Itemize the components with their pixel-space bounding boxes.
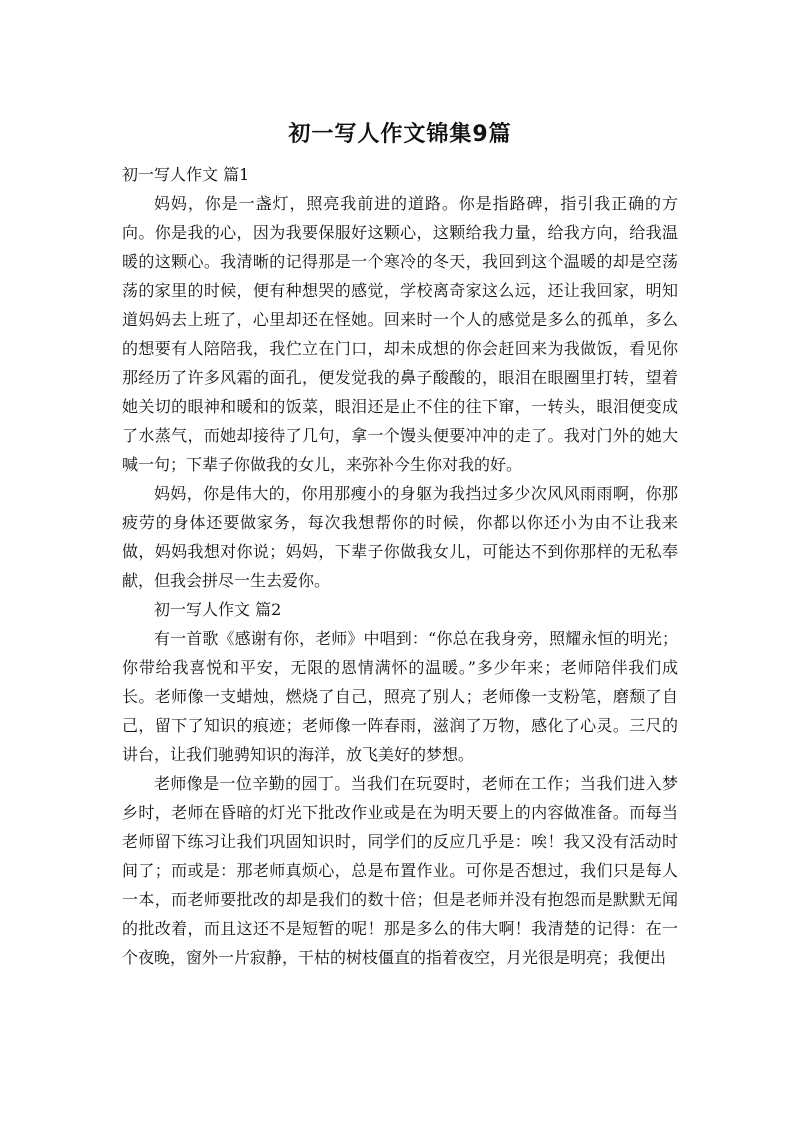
document-body <box>122 160 678 972</box>
document-title: 初一写人作文锦集9篇 <box>288 122 512 147</box>
paragraph: 老师像是一位辛勤的园丁。当我们在玩耍时，老师在工作；当我们进入梦乡时，老师在昏暗的灯光下批改作业或是在为明天要上的内容做准备。而每当老师留下练习让我们巩固知识时，同学们的反应几乎是：唉！我又没有活动时间了；而或是：那老师真烦心，总是布置作业。可你是否想过，我们只是每人一本，而老师要批改的却是我们的数十倍；但是老师并没有抱怨而是默默无闻的批改着，而且这还不是短暂的呢！那是多么的伟大啊！我清楚的记得：在一个夜晚，窗外一片寂静，干枯的树枝僵直的指着夜空，月光很是明亮；我便出 <box>122 774 678 967</box>
paragraph: 妈妈，你是伟大的，你用那瘦小的身躯为我挡过多少次风风雨雨啊，你那疲劳的身体还要做家务，每次我想帮你的时候，你都以你还小为由不让我来做，妈妈我想对你说；妈妈，下辈子你做我女儿，可能达不到你那样的无私奉献，但我会拼尽一生去爱你。 <box>122 484 678 590</box>
section-heading-2: 初一写人作文 篇2 <box>154 600 282 619</box>
section-heading-1: 初一写人作文 篇1 <box>122 165 250 184</box>
paragraph: 有一首歌《感谢有你，老师》中唱到：“你总在我身旁，照耀永恒的明光；你带给我喜悦和平安，无限的恩情满怀的温暖。”多少年来；老师陪伴我们成长。老师像一支蜡烛，燃烧了自己，照亮了别人；老师像一支粉笔，磨颓了自己，留下了知识的痕迹；老师像一阵春雨，滋润了万物，感化了心灵。三尺的讲台，让我们驰骋知识的海洋，放飞美好的梦想。 <box>122 629 678 764</box>
paragraph: 妈妈，你是一盏灯，照亮我前进的道路。你是指路碑，指引我正确的方向。你是我的心，因为我要保服好这颗心，这颗给我力量，给我方向，给我温暖的这颗心。我清晰的记得那是一个寒冷的冬天，我回到这个温暖的却是空荡荡的家里的时候，便有种想哭的感觉，学校离奇家这么远，还让我回家，明知道妈妈去上班了，心里却还在怪她。回来时一个人的感觉是多么的孤单，多么的想要有人陪陪我，我伫立在门口，却未成想的你会赶回来为我做饭，看见你那经历了许多风霜的面孔，便发觉我的鼻子酸酸的，眼泪在眼圈里打转，望着她关切的眼神和暖和的饭菜，眼泪还是止不住的往下窜，一转头，眼泪便变成了水蒸气，而她却接待了几句，拿一个馒头便要冲冲的走了。我对门外的她大喊一句；下辈子你做我的女儿，来弥补今生你对我的好。 <box>122 194 678 474</box>
